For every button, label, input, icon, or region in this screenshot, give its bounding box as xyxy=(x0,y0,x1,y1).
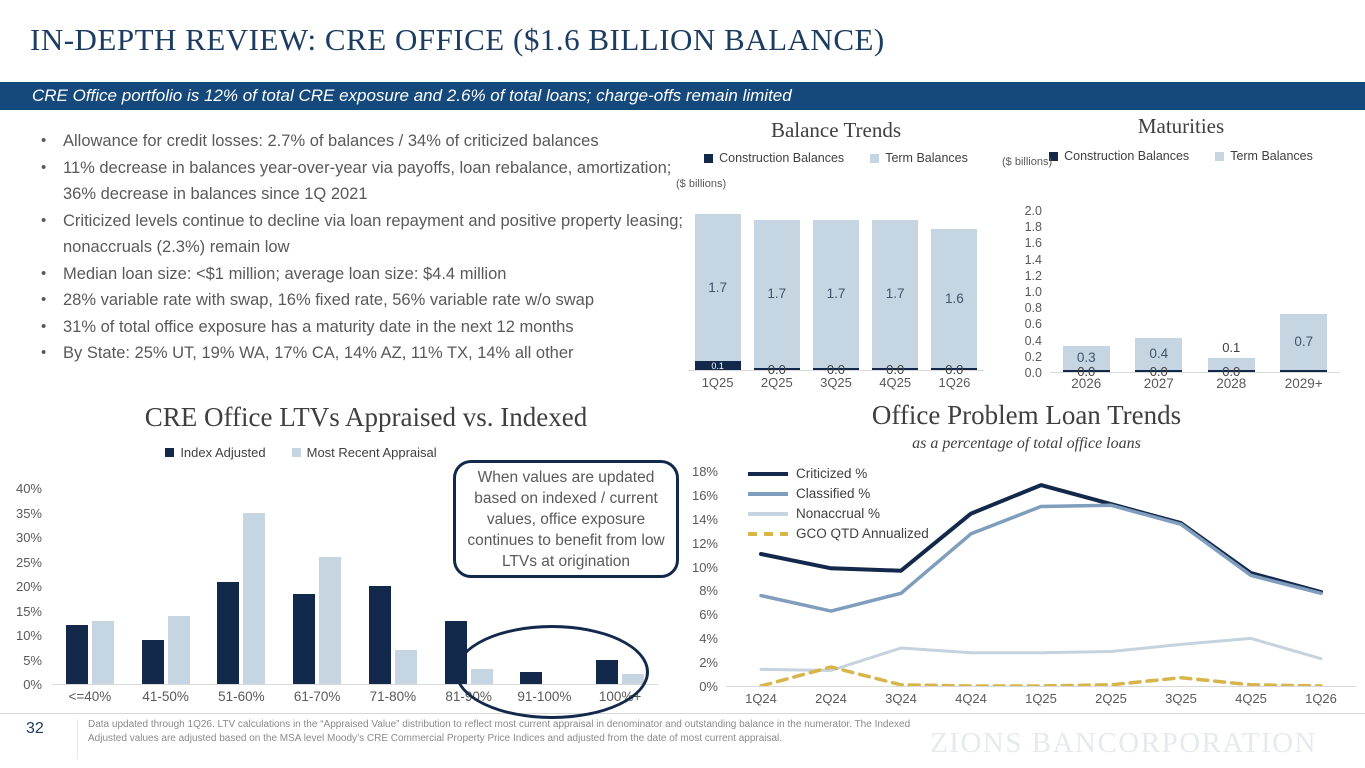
x-tick-label: 3Q24 xyxy=(885,691,917,706)
legend-item xyxy=(748,506,929,522)
term-bar xyxy=(931,229,977,367)
construction-value-label: 0.0 xyxy=(767,362,786,377)
legend-line-swatch-icon xyxy=(748,512,788,516)
series-line xyxy=(761,667,1321,686)
legend-label: Classified % xyxy=(796,486,871,501)
bullet-item: • 31% of total office exposure has a maturity date in the next 12 months xyxy=(36,314,684,341)
construction-value-label: 0.0 xyxy=(945,362,964,377)
construction-bar xyxy=(1280,370,1327,373)
bullet-item: • Criticized levels continue to decline via loan repayment and positive property leasing; nonaccruals (2.3%) remain low xyxy=(36,208,684,261)
bar-pair xyxy=(369,484,417,684)
y-tick-label: 20% xyxy=(15,579,42,594)
legend-label: Criticized % xyxy=(796,466,868,481)
x-tick-label: 2026 xyxy=(1071,376,1102,391)
bar-pair xyxy=(293,484,341,684)
legend-item-term xyxy=(870,151,968,165)
term-value-label: 1.7 xyxy=(767,286,787,302)
y-tick-label: 0% xyxy=(23,677,42,692)
bar-group xyxy=(813,210,859,377)
y-tick-label: 0.8 xyxy=(1024,301,1042,316)
term-bar xyxy=(813,220,859,367)
x-tick-label: 3Q25 xyxy=(820,375,852,390)
legend-label: Construction Balances xyxy=(719,151,845,165)
y-tick-label: 2% xyxy=(699,655,718,670)
term-value-label: 0.7 xyxy=(1294,334,1314,349)
x-tick-label: 4Q25 xyxy=(1235,691,1267,706)
bar-group xyxy=(1280,212,1327,372)
legend-item-index-adjusted xyxy=(165,445,265,460)
legend-label: Term Balances xyxy=(1230,149,1313,163)
y-tick-label: 6% xyxy=(699,607,718,623)
legend-swatch-icon xyxy=(292,448,301,457)
y-tick-label: 10% xyxy=(15,628,42,643)
index-adjusted-bar xyxy=(217,582,239,684)
x-tick-label: 51-60% xyxy=(218,689,265,704)
units-label: ($ billions) xyxy=(1002,156,1053,168)
term-value-label: 1.7 xyxy=(826,286,846,302)
legend-item-term xyxy=(1215,149,1313,163)
index-adjusted-bar xyxy=(293,594,315,684)
x-tick-label: 91-100% xyxy=(517,689,572,704)
x-tick-label: 2027 xyxy=(1143,376,1174,391)
bar-group xyxy=(931,210,977,377)
x-tick-label: 100%+ xyxy=(598,689,642,704)
appraisal-bar xyxy=(319,557,341,684)
y-tick-label: 0.2 xyxy=(1024,349,1042,364)
legend-item-construction xyxy=(704,151,844,165)
construction-value-label: 0.1 xyxy=(711,361,724,370)
y-tick-label: 0.4 xyxy=(1024,333,1042,348)
y-tick-label: 14% xyxy=(691,511,718,527)
bullet-item: • Median loan size: <$1 million; average loan size: $4.4 million xyxy=(36,261,684,288)
bullet-list xyxy=(36,128,684,367)
legend-line-swatch-icon xyxy=(748,492,788,496)
legend-label: Nonaccrual % xyxy=(796,506,881,521)
bar-group xyxy=(1135,212,1182,379)
x-tick-label: 81-90% xyxy=(445,689,492,704)
term-value-label: 0.3 xyxy=(1076,350,1096,365)
y-tick-label: 8% xyxy=(699,583,718,599)
y-tick-label: 0.0 xyxy=(1024,365,1042,380)
index-adjusted-bar xyxy=(142,640,164,684)
appraisal-bar xyxy=(243,513,265,684)
index-adjusted-bar xyxy=(66,625,88,684)
term-bar xyxy=(754,220,800,367)
chart-title: CRE Office LTVs Appraised vs. Indexed xyxy=(144,402,588,432)
legend-line-swatch-icon xyxy=(748,472,788,476)
x-tick-label: 1Q26 xyxy=(1305,691,1337,706)
term-bar xyxy=(1280,314,1327,370)
legend-swatch-icon xyxy=(165,448,174,457)
legend xyxy=(676,151,996,165)
chart-ltv-distribution xyxy=(8,402,684,712)
x-tick-label: 3Q25 xyxy=(1165,691,1197,706)
x-tick-label: 2Q25 xyxy=(760,375,793,390)
chart-balance-trends xyxy=(676,118,996,392)
x-tick-label: 1Q25 xyxy=(701,375,734,390)
x-tick-label: 1Q24 xyxy=(745,691,777,706)
bar-pair xyxy=(142,484,190,684)
bullet-item: • Allowance for credit losses: 2.7% of balances / 34% of criticized balances xyxy=(36,128,684,155)
chart-subtitle: as a percentage of total office loans xyxy=(912,435,1141,452)
series-line xyxy=(761,638,1321,670)
footer-divider xyxy=(0,713,1365,714)
y-tick-label: 0.6 xyxy=(1024,317,1042,332)
legend-label: Most Recent Appraisal xyxy=(306,445,437,460)
page-title: IN-DEPTH REVIEW: CRE OFFICE ($1.6 BILLION BALANCE) xyxy=(30,22,885,57)
legend xyxy=(748,466,929,542)
bullet-item: • 28% variable rate with swap, 16% fixed rate, 56% variable rate w/o swap xyxy=(36,287,684,314)
legend xyxy=(1000,149,1362,163)
y-tick-label: 0% xyxy=(699,678,718,694)
construction-value-label: 0.0 xyxy=(1077,364,1096,379)
y-axis-labels xyxy=(688,464,718,694)
units-label: ($ billions) xyxy=(676,178,727,190)
bar-group xyxy=(1063,212,1110,379)
y-tick-label: 15% xyxy=(15,603,42,619)
y-tick-label: 1.6 xyxy=(1024,236,1042,251)
construction-bar xyxy=(695,361,741,370)
construction-value-label: 0.0 xyxy=(1149,364,1168,379)
term-value-label: 1.7 xyxy=(708,280,727,296)
legend-item xyxy=(748,526,929,542)
x-tick-label: 4Q25 xyxy=(879,375,912,390)
bar-group xyxy=(695,210,741,370)
y-tick-label: 30% xyxy=(15,530,42,545)
chart-title: Maturities xyxy=(1137,114,1225,138)
term-value-label: 0.4 xyxy=(1149,346,1169,361)
x-tick-label: 4Q24 xyxy=(955,691,987,706)
y-tick-label: 4% xyxy=(699,631,718,647)
y-tick-label: 16% xyxy=(691,487,718,503)
legend-swatch-icon xyxy=(870,154,879,163)
x-tick-label: 2028 xyxy=(1216,376,1247,391)
y-tick-label: 25% xyxy=(15,554,42,570)
chart-title: Office Problem Loan Trends xyxy=(871,400,1182,430)
x-tick-label: 1Q25 xyxy=(1025,691,1057,706)
appraisal-bar xyxy=(395,650,417,684)
highlight-ellipse xyxy=(455,625,649,719)
bar-pair xyxy=(66,484,114,684)
y-axis-labels xyxy=(1008,204,1042,380)
footnote-text: Data updated through 1Q26. LTV calculations in the “Appraised Value” distribution to reflect most current appraisal in denominator and outstanding balance in the numerator. The Indexed Adjusted values are adjusted based on the MSA level Moody’s CRE Commercial Property Price Indices and adjusted from the date of most current appraisal. xyxy=(88,719,911,744)
construction-value-label: 0.0 xyxy=(1222,364,1241,379)
x-tick-label: 41-50% xyxy=(142,689,189,704)
legend-label: Term Balances xyxy=(885,151,968,165)
y-tick-label: 1.2 xyxy=(1024,268,1042,283)
company-logo-text: ZIONS BANCORPORATION xyxy=(930,727,1317,759)
y-tick-label: 12% xyxy=(691,535,718,551)
plot-area xyxy=(688,210,984,377)
x-tick-label: 2029+ xyxy=(1284,376,1323,391)
bar-group xyxy=(754,210,800,377)
y-tick-label: 5% xyxy=(23,652,42,668)
construction-value-label: 0.0 xyxy=(886,362,905,377)
term-bar xyxy=(695,214,741,361)
term-bar xyxy=(872,220,918,367)
term-value-label: 0.1 xyxy=(1222,339,1241,355)
y-axis-labels xyxy=(8,481,42,692)
appraisal-bar xyxy=(168,616,190,684)
x-tick-label: <=40% xyxy=(68,689,112,704)
legend-line-swatch-icon xyxy=(748,532,788,536)
legend-label: Construction Balances xyxy=(1064,149,1190,163)
legend-item xyxy=(748,486,929,502)
bar-group xyxy=(1208,212,1255,379)
term-value-label: 1.7 xyxy=(885,286,905,302)
callout-box: When values are updated based on indexed / current values, office exposure continues to benefit from low LTVs at origination xyxy=(453,460,679,578)
y-tick-label: 40% xyxy=(15,481,42,496)
legend-item-construction xyxy=(1049,149,1189,163)
y-tick-label: 2.0 xyxy=(1024,204,1042,218)
y-tick-label: 1.0 xyxy=(1024,284,1042,299)
index-adjusted-bar xyxy=(369,586,391,684)
x-tick-label: 2Q24 xyxy=(815,691,847,706)
page-number: 32 xyxy=(26,720,44,737)
chart-maturities xyxy=(1000,114,1362,392)
bar-pair xyxy=(217,484,265,684)
chart-problem-loan-trends xyxy=(688,400,1365,712)
footer-separator xyxy=(77,719,78,759)
legend-item xyxy=(748,466,929,482)
y-tick-label: 18% xyxy=(691,464,718,479)
x-tick-label: 1Q26 xyxy=(938,375,971,390)
y-tick-label: 35% xyxy=(15,505,42,521)
appraisal-bar xyxy=(92,621,114,684)
x-tick-label: 2Q25 xyxy=(1095,691,1127,706)
legend-label: Index Adjusted xyxy=(180,445,266,460)
x-tick-label: 61-70% xyxy=(293,689,341,704)
x-axis-labels xyxy=(688,375,984,390)
y-tick-label: 10% xyxy=(691,559,718,575)
legend-swatch-icon xyxy=(1215,152,1224,161)
bullet-item: • 11% decrease in balances year-over-year via payoffs, loan rebalance, amortization; 36% decrease in balances since 1Q 2021 xyxy=(36,155,684,208)
bar-group xyxy=(872,210,918,377)
construction-value-label: 0.0 xyxy=(826,362,845,377)
banner-text: CRE Office portfolio is 12% of total CRE exposure and 2.6% of total loans; charge-offs remain limited xyxy=(32,86,792,105)
subtitle-banner xyxy=(0,82,1365,110)
legend-item-most-recent-appraisal xyxy=(292,445,437,460)
plot-area xyxy=(1050,212,1340,379)
legend-label: GCO QTD Annualized xyxy=(796,526,929,541)
x-axis-labels xyxy=(726,691,1356,707)
bullet-item: • By State: 25% UT, 19% WA, 17% CA, 14% AZ, 11% TX, 14% all other xyxy=(36,340,684,367)
term-value-label: 1.6 xyxy=(944,290,964,306)
y-tick-label: 1.4 xyxy=(1024,252,1042,267)
y-tick-label: 1.8 xyxy=(1024,220,1042,235)
legend-swatch-icon xyxy=(704,154,713,163)
legend xyxy=(8,445,594,460)
chart-title: Balance Trends xyxy=(770,118,902,142)
x-tick-label: 71-80% xyxy=(369,689,417,704)
